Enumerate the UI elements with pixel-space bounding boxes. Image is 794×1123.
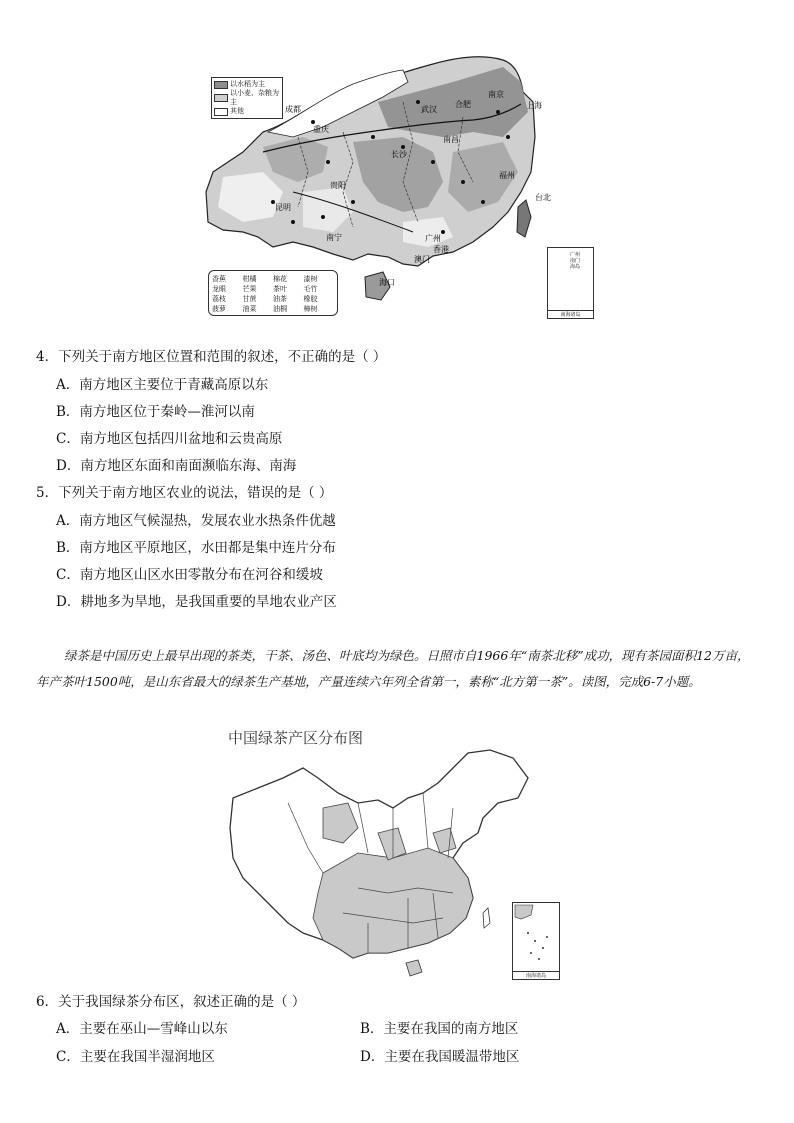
crop-label: 油茶: [273, 295, 287, 303]
south-china-agriculture-map: [203, 42, 581, 322]
south-china-sea-inset: [547, 247, 594, 319]
legend-swatch: [214, 108, 228, 116]
crop-label: 棉花: [273, 275, 287, 283]
question-5-stem: 5．下列关于南方地区农业的说法，错误的是（ ）: [36, 485, 333, 501]
city-label: 成都: [285, 105, 301, 114]
inset-caption: 南海诸岛: [548, 310, 593, 318]
crop-label: 甘蔗: [242, 295, 257, 303]
city-label: 海口: [379, 278, 395, 287]
city-label: 重庆: [313, 125, 329, 134]
city-label: 福州: [499, 171, 515, 180]
crop-label: 柑橘: [242, 275, 257, 283]
question-5-option-c: C．南方地区山区水田零散分布在河谷和缓坡: [56, 567, 323, 583]
question-5-option-d: D．耕地多为旱地，是我国重要的旱地农业产区: [56, 594, 337, 610]
legend-row: [214, 107, 280, 116]
question-6-option-c: C．主要在我国半湿润地区: [56, 1049, 215, 1065]
reading-passage: 绿茶是中国历史上最早出现的茶类，干茶、汤色、叶底均为绿色。日照市自1966年“南茶北移”成功，现有茶园面积12万亩，年产茶叶1500吨，是山东省最大的绿茶生产基地，产量连续六年列全省第一，素称“北方第一茶”。读图，完成6-7小题。: [36, 648, 750, 689]
crop-label: 油菜: [242, 305, 257, 313]
question-6-option-a: A．主要在巫山—雪峰山以东: [56, 1021, 228, 1037]
land-use-legend: [211, 77, 283, 119]
city-label: 南京: [488, 90, 504, 99]
city-label: 贵阳: [330, 181, 346, 190]
question-6-option-d: D．主要在我国暖温带地区: [360, 1049, 520, 1065]
city-label: 合肥: [455, 100, 471, 109]
crop-label: 油桐: [273, 305, 287, 313]
city-label: 武汉: [421, 105, 437, 114]
crop-label: 荔枝: [212, 295, 226, 303]
legend-swatch: [214, 81, 228, 89]
crop-label: 橡胶: [303, 295, 318, 303]
crop-label: 龙眼: [212, 285, 226, 293]
city-label: 上海: [526, 101, 542, 110]
legend-label: 以水稻为主: [230, 80, 265, 88]
crop-label: 毛竹: [303, 285, 318, 293]
map-title: 中国绿茶产区分布图: [228, 729, 364, 747]
legend-label: 以小麦、杂粮为主: [230, 89, 279, 106]
inset-label: 海岛: [570, 264, 581, 270]
question-4-option-d: D．南方地区东面和南面濒临东海、南海: [56, 458, 297, 474]
inset-graphic: [513, 903, 559, 969]
city-label: 南宁: [326, 233, 342, 242]
crop-label: 樟树: [303, 305, 318, 313]
south-china-sea-inset-2: [512, 902, 560, 980]
question-4-option-c: C．南方地区包括四川盆地和云贵高原: [56, 431, 283, 447]
question-4-option-b: B．南方地区位于秦岭—淮河以南: [56, 404, 255, 420]
crop-legend: [208, 270, 338, 316]
inset-label: 广州: [570, 252, 581, 258]
inset-label: 南门: [570, 258, 581, 264]
crop-label: 菠萝: [212, 305, 226, 313]
city-label: 台北: [535, 193, 551, 202]
legend-label: 其他: [230, 107, 244, 115]
question-6-stem: 6．关于我国绿茶分布区，叙述正确的是（ ）: [36, 994, 306, 1010]
city-label: 长沙: [391, 150, 407, 159]
legend-swatch: [214, 94, 228, 102]
crop-label: 漆树: [303, 275, 318, 283]
crop-label: 香蕉: [212, 275, 226, 283]
crop-label: 芒果: [242, 285, 257, 293]
legend-row: [214, 80, 280, 89]
question-5-option-b: B．南方地区平原地区，水田都是集中连片分布: [56, 540, 336, 556]
inset-caption: 南海诸岛: [513, 971, 559, 979]
question-4-option-a: A．南方地区主要位于青藏高原以东: [56, 377, 269, 393]
question-6-option-b: B．主要在我国的南方地区: [360, 1021, 519, 1037]
inset-labels: [570, 252, 580, 270]
city-label: 澳门: [414, 255, 430, 264]
city-label: 广州: [425, 234, 441, 243]
city-label: 香港: [433, 245, 449, 254]
crop-label: 茶叶: [273, 285, 287, 293]
city-label: 南昌: [443, 135, 459, 144]
question-5-option-a: A．南方地区气候湿热，发展农业水热条件优越: [56, 513, 336, 529]
legend-row: [214, 89, 280, 107]
city-label: 昆明: [275, 203, 291, 212]
question-4-stem: 4．下列关于南方地区位置和范围的叙述，不正确的是（ ）: [36, 349, 387, 365]
